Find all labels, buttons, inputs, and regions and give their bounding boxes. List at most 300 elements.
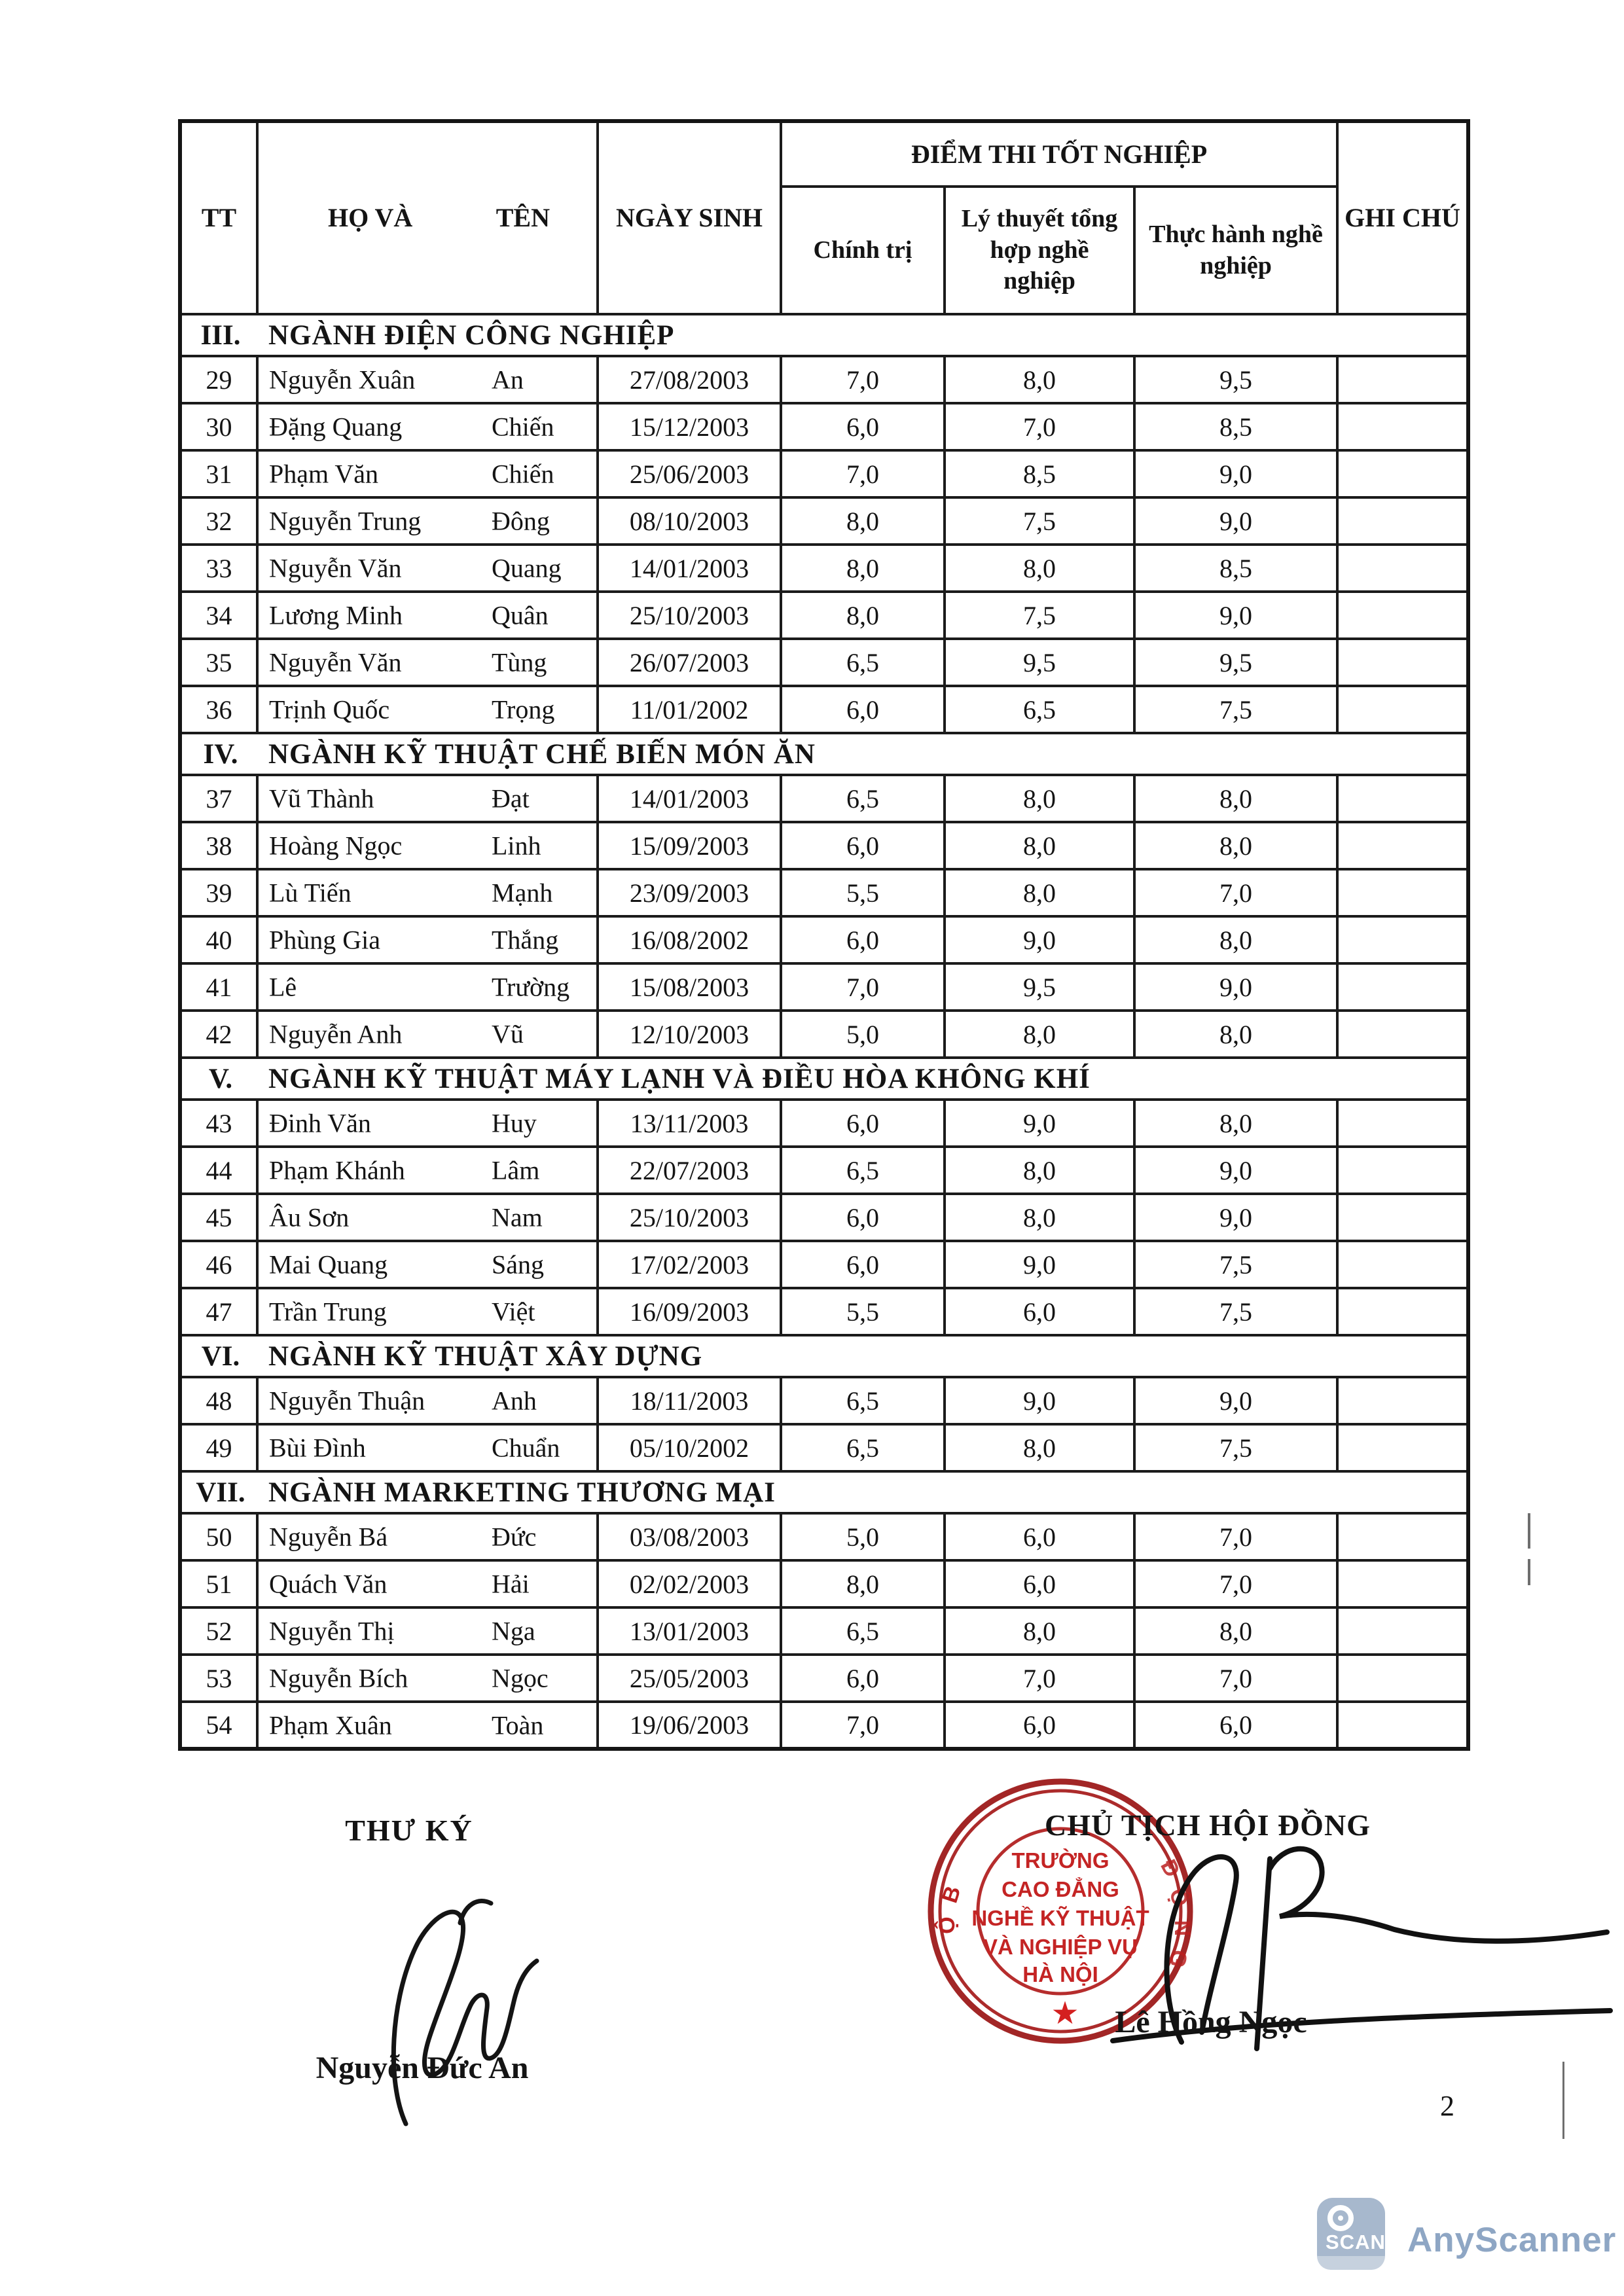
cell-given-name: Quân xyxy=(492,600,549,630)
cell-score-ly-thuyet: 9,0 xyxy=(945,1100,1134,1147)
table-row xyxy=(180,403,1468,450)
cell-tt: 29 xyxy=(180,356,257,403)
section-numeral: V. xyxy=(208,1063,233,1094)
cell-score-chinh-tri: 6,5 xyxy=(781,1424,945,1471)
cell-given-name: Việt xyxy=(492,1297,535,1327)
table-row xyxy=(180,1560,1468,1607)
cell-score-ly-thuyet: 8,0 xyxy=(945,869,1134,916)
secretary-signature xyxy=(331,1865,540,2127)
cell-family-name: Đặng Quang xyxy=(269,412,403,442)
header-ten: TÊN xyxy=(496,203,550,232)
cell-name xyxy=(257,1655,598,1702)
cell-birth-date: 17/02/2003 xyxy=(598,1241,781,1288)
cell-tt: 30 xyxy=(180,403,257,450)
cell-given-name: Nga xyxy=(492,1616,535,1646)
cell-score-ly-thuyet: 6,0 xyxy=(945,1513,1134,1560)
table-row xyxy=(180,1147,1468,1194)
cell-score-thuc-hanh: 7,0 xyxy=(1134,1655,1337,1702)
cell-ghi-chu xyxy=(1337,1607,1468,1655)
cell-score-chinh-tri: 6,0 xyxy=(781,403,945,450)
cell-score-ly-thuyet: 7,5 xyxy=(945,497,1134,545)
cell-name xyxy=(257,1560,598,1607)
cell-score-chinh-tri: 5,5 xyxy=(781,1288,945,1335)
cell-family-name: Nguyễn Bá xyxy=(269,1522,388,1552)
cell-score-ly-thuyet: 8,0 xyxy=(945,1607,1134,1655)
cell-family-name: Nguyễn Văn xyxy=(269,553,402,583)
cell-score-ly-thuyet: 7,5 xyxy=(945,592,1134,639)
cell-score-chinh-tri: 6,5 xyxy=(781,1147,945,1194)
table-row xyxy=(180,1011,1468,1058)
cell-name xyxy=(257,822,598,869)
cell-family-name: Nguyễn Xuân xyxy=(269,365,416,395)
cell-family-name: Bùi Đình xyxy=(269,1433,366,1463)
cell-ghi-chu xyxy=(1337,1702,1468,1749)
cell-score-chinh-tri: 6,0 xyxy=(781,916,945,963)
stamp-line-5: HÀ NỘI xyxy=(1022,1962,1098,1986)
cell-birth-date: 12/10/2003 xyxy=(598,1011,781,1058)
cell-birth-date: 25/10/2003 xyxy=(598,592,781,639)
cell-name xyxy=(257,775,598,822)
cell-score-ly-thuyet: 7,0 xyxy=(945,1655,1134,1702)
cell-birth-date: 03/08/2003 xyxy=(598,1513,781,1560)
table-row xyxy=(180,545,1468,592)
chairman-name: Lê Hồng Ngọc xyxy=(1115,2005,1307,2039)
cell-birth-date: 15/08/2003 xyxy=(598,963,781,1011)
cell-birth-date: 25/05/2003 xyxy=(598,1655,781,1702)
cell-tt: 37 xyxy=(180,775,257,822)
cell-given-name: Vũ xyxy=(492,1019,524,1049)
section-cell xyxy=(180,314,1468,356)
cell-ghi-chu xyxy=(1337,1288,1468,1335)
cell-score-chinh-tri: 8,0 xyxy=(781,592,945,639)
cell-ghi-chu xyxy=(1337,1241,1468,1288)
cell-given-name: Đạt xyxy=(492,783,530,814)
cell-tt: 38 xyxy=(180,822,257,869)
cell-tt: 54 xyxy=(180,1702,257,1749)
cell-score-ly-thuyet: 6,0 xyxy=(945,1560,1134,1607)
cell-name xyxy=(257,1607,598,1655)
cell-family-name: Lương Minh xyxy=(269,600,403,630)
section-title: NGÀNH KỸ THUẬT XÂY DỰNG xyxy=(268,1340,703,1372)
cell-score-ly-thuyet: 9,0 xyxy=(945,1377,1134,1424)
header-chinh-tri: Chính trị xyxy=(781,187,945,314)
cell-tt: 40 xyxy=(180,916,257,963)
section-cell xyxy=(180,1471,1468,1513)
cell-family-name: Quách Văn xyxy=(269,1569,388,1599)
cell-family-name: Trần Trung xyxy=(269,1297,387,1327)
cell-family-name: Lù Tiến xyxy=(269,878,352,908)
cell-family-name: Vũ Thành xyxy=(269,783,374,814)
cell-ghi-chu xyxy=(1337,1377,1468,1424)
section-numeral: VI. xyxy=(201,1340,240,1372)
cell-birth-date: 08/10/2003 xyxy=(598,497,781,545)
section-numeral: IV. xyxy=(203,738,238,770)
cell-name xyxy=(257,1702,598,1749)
table-row xyxy=(180,1513,1468,1560)
cell-birth-date: 14/01/2003 xyxy=(598,775,781,822)
cell-score-thuc-hanh: 7,5 xyxy=(1134,1288,1337,1335)
cell-given-name: Ngọc xyxy=(492,1663,549,1693)
cell-tt: 41 xyxy=(180,963,257,1011)
cell-name xyxy=(257,356,598,403)
cell-tt: 32 xyxy=(180,497,257,545)
secretary-name: Nguyễn Đức An xyxy=(316,2051,529,2085)
cell-family-name: Lê xyxy=(269,972,297,1002)
cell-birth-date: 14/01/2003 xyxy=(598,545,781,592)
section-row xyxy=(180,1335,1468,1377)
cell-score-ly-thuyet: 8,0 xyxy=(945,1011,1134,1058)
cell-score-ly-thuyet: 6,0 xyxy=(945,1288,1134,1335)
cell-tt: 50 xyxy=(180,1513,257,1560)
scan-target-icon xyxy=(1327,2205,1354,2231)
cell-ghi-chu xyxy=(1337,1011,1468,1058)
cell-tt: 35 xyxy=(180,639,257,686)
cell-family-name: Âu Sơn xyxy=(269,1202,350,1232)
cell-score-chinh-tri: 7,0 xyxy=(781,356,945,403)
cell-score-chinh-tri: 6,5 xyxy=(781,775,945,822)
table-row xyxy=(180,686,1468,733)
cell-score-ly-thuyet: 8,0 xyxy=(945,545,1134,592)
cell-family-name: Nguyễn Bích xyxy=(269,1663,408,1693)
cell-score-chinh-tri: 7,0 xyxy=(781,963,945,1011)
cell-ghi-chu xyxy=(1337,1655,1468,1702)
cell-score-ly-thuyet: 8,0 xyxy=(945,356,1134,403)
cell-score-thuc-hanh: 8,0 xyxy=(1134,1100,1337,1147)
icon-bottom-strip xyxy=(1317,2256,1385,2270)
cell-family-name: Nguyễn Trung xyxy=(269,506,422,536)
cell-ghi-chu xyxy=(1337,1194,1468,1241)
cell-tt: 42 xyxy=(180,1011,257,1058)
cell-name xyxy=(257,639,598,686)
header-row-top xyxy=(180,121,1468,187)
scan-artifact xyxy=(1562,2062,1564,2139)
cell-score-chinh-tri: 6,0 xyxy=(781,686,945,733)
cell-tt: 39 xyxy=(180,869,257,916)
section-row xyxy=(180,314,1468,356)
cell-tt: 52 xyxy=(180,1607,257,1655)
table-row xyxy=(180,356,1468,403)
table-row xyxy=(180,1377,1468,1424)
cell-given-name: Chiến xyxy=(492,412,554,442)
cell-tt: 43 xyxy=(180,1100,257,1147)
cell-birth-date: 22/07/2003 xyxy=(598,1147,781,1194)
section-row xyxy=(180,733,1468,775)
cell-ghi-chu xyxy=(1337,869,1468,916)
anyscanner-watermark xyxy=(1317,2198,1616,2270)
cell-name xyxy=(257,1011,598,1058)
cell-birth-date: 02/02/2003 xyxy=(598,1560,781,1607)
cell-score-chinh-tri: 6,5 xyxy=(781,1607,945,1655)
cell-score-thuc-hanh: 8,5 xyxy=(1134,545,1337,592)
cell-score-ly-thuyet: 8,0 xyxy=(945,822,1134,869)
section-title: NGÀNH KỸ THUẬT CHẾ BIẾN MÓN ĂN xyxy=(268,738,816,770)
cell-family-name: Trịnh Quốc xyxy=(269,694,390,725)
header-ho-va: HỌ VÀ xyxy=(328,203,413,232)
cell-score-chinh-tri: 7,0 xyxy=(781,450,945,497)
cell-ghi-chu xyxy=(1337,916,1468,963)
cell-score-thuc-hanh: 7,0 xyxy=(1134,1513,1337,1560)
cell-family-name: Phạm Văn xyxy=(269,459,379,489)
cell-score-thuc-hanh: 7,5 xyxy=(1134,1424,1337,1471)
stamp-ring-right-d: Đ xyxy=(1155,1856,1185,1882)
cell-score-ly-thuyet: 6,0 xyxy=(945,1702,1134,1749)
table-row xyxy=(180,1607,1468,1655)
cell-family-name: Đinh Văn xyxy=(269,1108,371,1138)
section-cell xyxy=(180,1058,1468,1100)
cell-name xyxy=(257,1241,598,1288)
cell-given-name: Lâm xyxy=(492,1155,540,1185)
cell-given-name: Anh xyxy=(492,1386,537,1416)
cell-score-thuc-hanh: 8,0 xyxy=(1134,775,1337,822)
section-cell xyxy=(180,1335,1468,1377)
cell-birth-date: 15/12/2003 xyxy=(598,403,781,450)
cell-name xyxy=(257,545,598,592)
section-row xyxy=(180,1058,1468,1100)
stamp-ring-right-o: Ộ xyxy=(1164,1886,1193,1909)
header-thuc-hanh: Thực hành nghề nghiệp xyxy=(1134,187,1337,314)
table-row xyxy=(180,1241,1468,1288)
cell-name xyxy=(257,686,598,733)
cell-birth-date: 26/07/2003 xyxy=(598,639,781,686)
cell-score-chinh-tri: 6,0 xyxy=(781,1241,945,1288)
cell-given-name: Mạnh xyxy=(492,878,553,908)
results-table xyxy=(178,119,1470,1751)
cell-score-thuc-hanh: 8,0 xyxy=(1134,916,1337,963)
cell-score-thuc-hanh: 8,5 xyxy=(1134,403,1337,450)
cell-score-thuc-hanh: 9,0 xyxy=(1134,1194,1337,1241)
cell-ghi-chu xyxy=(1337,1560,1468,1607)
cell-score-chinh-tri: 5,5 xyxy=(781,869,945,916)
stamp-ring-left-b: B xyxy=(937,1883,966,1907)
header-diem-thi-tot-nghiep: ĐIỂM THI TỐT NGHIỆP xyxy=(781,121,1337,187)
cell-name xyxy=(257,1194,598,1241)
cell-score-thuc-hanh: 9,5 xyxy=(1134,356,1337,403)
cell-name xyxy=(257,1147,598,1194)
cell-given-name: Nam xyxy=(492,1202,543,1232)
cell-name xyxy=(257,1513,598,1560)
cell-given-name: Trường xyxy=(492,972,570,1002)
table-row xyxy=(180,1288,1468,1335)
cell-score-chinh-tri: 6,5 xyxy=(781,1377,945,1424)
cell-score-chinh-tri: 6,0 xyxy=(781,1194,945,1241)
cell-score-ly-thuyet: 9,5 xyxy=(945,963,1134,1011)
cell-birth-date: 25/10/2003 xyxy=(598,1194,781,1241)
table-row xyxy=(180,497,1468,545)
scan-icon-label: SCAN xyxy=(1326,2231,1386,2253)
anyscanner-icon xyxy=(1317,2198,1385,2270)
section-title: NGÀNH KỸ THUẬT MÁY LẠNH VÀ ĐIỀU HÒA KHÔNG KHÍ xyxy=(268,1063,1091,1094)
cell-ghi-chu xyxy=(1337,450,1468,497)
cell-birth-date: 18/11/2003 xyxy=(598,1377,781,1424)
cell-ghi-chu xyxy=(1337,639,1468,686)
stamp-line-4: VÀ NGHIỆP VỤ xyxy=(983,1935,1138,1959)
cell-score-ly-thuyet: 8,0 xyxy=(945,1424,1134,1471)
cell-tt: 44 xyxy=(180,1147,257,1194)
cell-ghi-chu xyxy=(1337,775,1468,822)
cell-score-thuc-hanh: 9,0 xyxy=(1134,963,1337,1011)
cell-ghi-chu xyxy=(1337,822,1468,869)
cell-score-chinh-tri: 8,0 xyxy=(781,1560,945,1607)
cell-tt: 51 xyxy=(180,1560,257,1607)
cell-family-name: Phạm Khánh xyxy=(269,1155,405,1185)
table-body xyxy=(180,314,1468,1749)
stamp-line-2: CAO ĐẲNG xyxy=(1001,1877,1119,1901)
cell-score-chinh-tri: 6,0 xyxy=(781,1655,945,1702)
cell-score-thuc-hanh: 7,5 xyxy=(1134,686,1337,733)
table-row xyxy=(180,1194,1468,1241)
table-row xyxy=(180,869,1468,916)
cell-given-name: Sáng xyxy=(492,1249,544,1280)
cell-family-name: Phùng Gia xyxy=(269,925,380,955)
stamp-line-1: TRƯỜNG xyxy=(1011,1848,1110,1873)
cell-birth-date: 15/09/2003 xyxy=(598,822,781,869)
stamp-ring-right-g: G xyxy=(1164,1947,1193,1971)
cell-tt: 31 xyxy=(180,450,257,497)
cell-family-name: Nguyễn Thị xyxy=(269,1616,395,1646)
table-row xyxy=(180,775,1468,822)
table-row xyxy=(180,916,1468,963)
cell-score-chinh-tri: 6,0 xyxy=(781,822,945,869)
cell-score-ly-thuyet: 8,0 xyxy=(945,775,1134,822)
cell-birth-date: 23/09/2003 xyxy=(598,869,781,916)
cell-birth-date: 27/08/2003 xyxy=(598,356,781,403)
cell-tt: 48 xyxy=(180,1377,257,1424)
stamp-line-3: NGHỀ KỸ THUẬT xyxy=(971,1906,1149,1930)
cell-score-chinh-tri: 7,0 xyxy=(781,1702,945,1749)
cell-score-ly-thuyet: 8,0 xyxy=(945,1194,1134,1241)
cell-given-name: Hải xyxy=(492,1569,530,1599)
cell-name xyxy=(257,1424,598,1471)
cell-given-name: Thắng xyxy=(492,925,559,955)
cell-name xyxy=(257,592,598,639)
cell-tt: 45 xyxy=(180,1194,257,1241)
cell-given-name: Đức xyxy=(492,1522,537,1552)
table-row xyxy=(180,1702,1468,1749)
cell-birth-date: 13/01/2003 xyxy=(598,1607,781,1655)
cell-name xyxy=(257,403,598,450)
table-row xyxy=(180,1655,1468,1702)
table-row xyxy=(180,822,1468,869)
cell-birth-date: 05/10/2002 xyxy=(598,1424,781,1471)
cell-given-name: Tùng xyxy=(492,647,547,677)
cell-name xyxy=(257,963,598,1011)
cell-ghi-chu xyxy=(1337,545,1468,592)
cell-ghi-chu xyxy=(1337,497,1468,545)
cell-family-name: Hoàng Ngọc xyxy=(269,831,403,861)
cell-family-name: Mai Quang xyxy=(269,1249,388,1280)
anyscanner-label: AnyScanner xyxy=(1407,2221,1617,2259)
section-cell xyxy=(180,733,1468,775)
cell-score-chinh-tri: 5,0 xyxy=(781,1011,945,1058)
section-title: NGÀNH MARKETING THƯƠNG MẠI xyxy=(268,1477,776,1508)
cell-birth-date: 25/06/2003 xyxy=(598,450,781,497)
cell-ghi-chu xyxy=(1337,1147,1468,1194)
cell-score-thuc-hanh: 9,0 xyxy=(1134,592,1337,639)
cell-name xyxy=(257,869,598,916)
cell-score-ly-thuyet: 9,0 xyxy=(945,1241,1134,1288)
cell-score-ly-thuyet: 9,5 xyxy=(945,639,1134,686)
cell-score-ly-thuyet: 8,0 xyxy=(945,1147,1134,1194)
chairman-title: CHỦ TỊCH HỘI ĐỒNG xyxy=(1045,1808,1371,1842)
stamp-ring-left-o: Ộ xyxy=(934,1916,960,1935)
cell-score-chinh-tri: 8,0 xyxy=(781,545,945,592)
cell-birth-date: 16/08/2002 xyxy=(598,916,781,963)
cell-score-ly-thuyet: 9,0 xyxy=(945,916,1134,963)
cell-tt: 33 xyxy=(180,545,257,592)
cell-family-name: Nguyễn Anh xyxy=(269,1019,403,1049)
header-name xyxy=(257,121,598,314)
cell-ghi-chu xyxy=(1337,1424,1468,1471)
scan-artifact xyxy=(1528,1513,1530,1549)
cell-name xyxy=(257,1377,598,1424)
cell-birth-date: 13/11/2003 xyxy=(598,1100,781,1147)
cell-given-name: Trọng xyxy=(492,694,555,725)
cell-score-thuc-hanh: 7,0 xyxy=(1134,869,1337,916)
page-number: 2 xyxy=(1440,2090,1454,2122)
cell-ghi-chu xyxy=(1337,403,1468,450)
cell-score-thuc-hanh: 9,5 xyxy=(1134,639,1337,686)
cell-tt: 53 xyxy=(180,1655,257,1702)
cell-name xyxy=(257,450,598,497)
table-row xyxy=(180,639,1468,686)
header-ghi-chu: GHI CHÚ xyxy=(1337,121,1468,314)
cell-score-thuc-hanh: 7,5 xyxy=(1134,1241,1337,1288)
cell-score-thuc-hanh: 6,0 xyxy=(1134,1702,1337,1749)
section-numeral: VII. xyxy=(196,1477,245,1508)
cell-score-thuc-hanh: 9,0 xyxy=(1134,1377,1337,1424)
cell-tt: 47 xyxy=(180,1288,257,1335)
cell-score-thuc-hanh: 8,0 xyxy=(1134,1607,1337,1655)
cell-given-name: Toàn xyxy=(492,1710,544,1740)
cell-ghi-chu xyxy=(1337,1100,1468,1147)
cell-tt: 36 xyxy=(180,686,257,733)
cell-birth-date: 11/01/2002 xyxy=(598,686,781,733)
cell-tt: 46 xyxy=(180,1241,257,1288)
cell-name xyxy=(257,1100,598,1147)
section-numeral: III. xyxy=(200,319,241,351)
cell-family-name: Nguyễn Văn xyxy=(269,647,402,677)
cell-score-chinh-tri: 6,5 xyxy=(781,639,945,686)
cell-given-name: Quang xyxy=(492,553,562,583)
cell-given-name: An xyxy=(492,365,524,395)
cell-family-name: Phạm Xuân xyxy=(269,1710,392,1740)
cell-ghi-chu xyxy=(1337,963,1468,1011)
cell-given-name: Chiến xyxy=(492,459,554,489)
stamp-ring-right-n: N xyxy=(1170,1920,1195,1937)
cell-given-name: Chuẩn xyxy=(492,1433,560,1463)
cell-tt: 34 xyxy=(180,592,257,639)
cell-score-thuc-hanh: 8,0 xyxy=(1134,1011,1337,1058)
section-title: NGÀNH ĐIỆN CÔNG NGHIỆP xyxy=(268,319,675,351)
cell-score-thuc-hanh: 9,0 xyxy=(1134,497,1337,545)
cell-score-chinh-tri: 6,0 xyxy=(781,1100,945,1147)
header-tt: TT xyxy=(180,121,257,314)
cell-birth-date: 16/09/2003 xyxy=(598,1288,781,1335)
cell-score-ly-thuyet: 8,5 xyxy=(945,450,1134,497)
cell-ghi-chu xyxy=(1337,356,1468,403)
cell-name xyxy=(257,1288,598,1335)
stamp-star-icon: ★ xyxy=(1051,1996,1079,2031)
cell-given-name: Đông xyxy=(492,506,550,536)
cell-tt: 49 xyxy=(180,1424,257,1471)
cell-name xyxy=(257,916,598,963)
cell-score-chinh-tri: 5,0 xyxy=(781,1513,945,1560)
cell-ghi-chu xyxy=(1337,592,1468,639)
table-row xyxy=(180,963,1468,1011)
cell-birth-date: 19/06/2003 xyxy=(598,1702,781,1749)
secretary-title: THƯ KÝ xyxy=(345,1814,473,1847)
table-row xyxy=(180,450,1468,497)
